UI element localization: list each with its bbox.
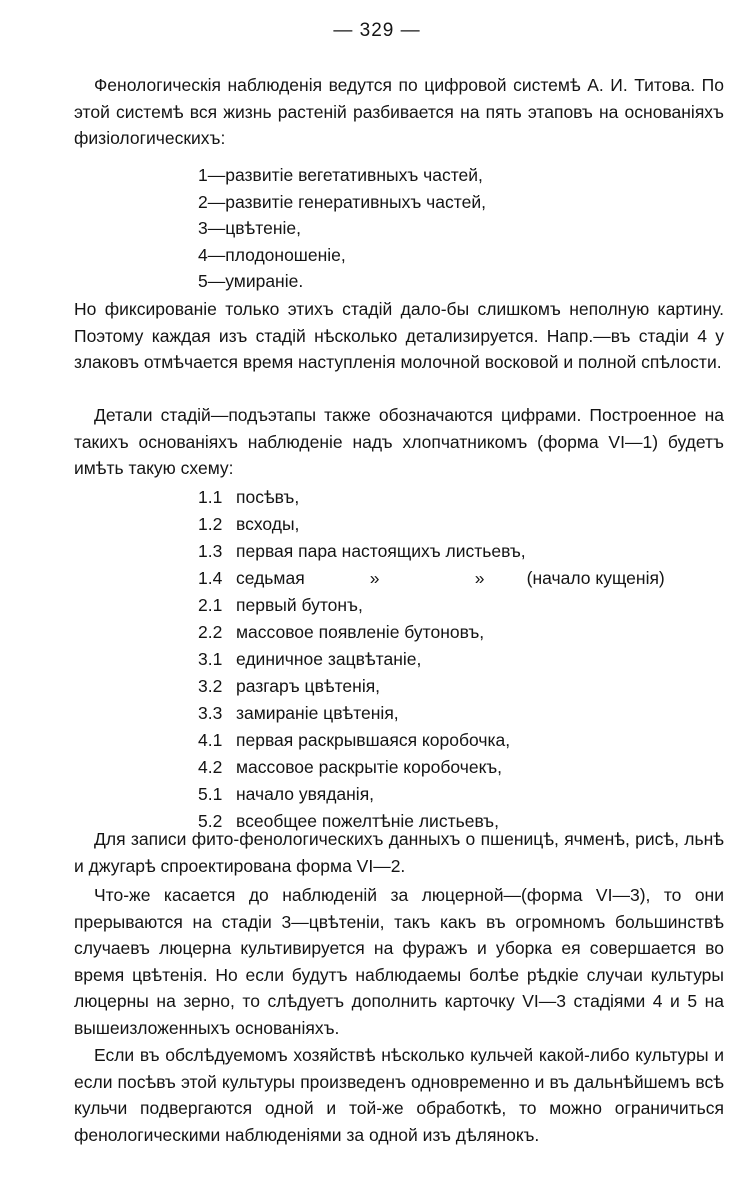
- substage-text: массовое появленіе бутоновъ,: [236, 622, 485, 642]
- substage-item: [198, 511, 665, 538]
- substage-number: 1.3: [198, 541, 223, 561]
- substage-text: всеобщее пожелтѣніе листьевъ,: [236, 811, 499, 831]
- stage-item: 5—умираніе.: [198, 271, 304, 291]
- substage-list: [198, 484, 665, 835]
- substage-text: замираніе цвѣтенія,: [236, 703, 399, 723]
- substage-item: [198, 484, 665, 511]
- substage-number: 4.2: [198, 757, 223, 777]
- substage-text: первый бутонъ,: [236, 595, 363, 615]
- substage-text: посѣвъ,: [236, 487, 300, 507]
- substage-number: 3.2: [198, 676, 223, 696]
- stage-item: 2—развитіе генеративныхъ частей,: [198, 191, 486, 212]
- page-number: — 329 —: [333, 20, 421, 41]
- substage-item: [198, 538, 665, 565]
- paragraph-forms: Для записи фито-фенологическихъ данныхъ о пшеницѣ, ячменѣ, рисѣ, льнѣ и джугарѣ спроектирована форма VI—2.: [74, 829, 724, 876]
- substage-item: [198, 592, 665, 619]
- substage-number: 1.4: [198, 568, 223, 588]
- substage-item: [198, 646, 665, 673]
- substage-number: 4.1: [198, 730, 223, 750]
- substage-text: единичное зацвѣтаніе,: [236, 649, 422, 669]
- stage-item: 3—цвѣтеніе,: [198, 218, 301, 238]
- substage-number: 3.1: [198, 649, 223, 669]
- substage-number: 5.2: [198, 811, 223, 831]
- substage-item: [198, 700, 665, 727]
- substage-number: 3.3: [198, 703, 223, 723]
- substage-text: массовое раскрытіе коробочекъ,: [236, 757, 503, 777]
- stage-item: 1—развитіе вегетативныхъ частей,: [198, 165, 483, 185]
- ditto-mark: »: [369, 568, 380, 588]
- substage-note: (начало кущенія): [526, 568, 665, 588]
- paragraph-detail: Но фиксированіе только этихъ стадій дало-бы слишкомъ неполную картину. Поэтому каждая изъ стадій нѣсколько детализируется. Напр.—въ стадіи 4 у злаковъ отмѣчается время наступленія молочной восковой и полной спѣлости.: [74, 299, 724, 372]
- substage-item: [198, 781, 665, 808]
- paragraph-kulchi: Если въ обслѣдуемомъ хозяйствѣ нѣсколько кульчей какой-либо культуры и если посѣвъ этой культуры произведенъ одновременно и въ дальнѣйшемъ всѣ кульчи подвергаются одной и той-же обработкѣ, то можно ограничиться фенологическими наблюденіями за одной изъ дѣлянокъ.: [74, 1045, 724, 1145]
- substage-text: всходы,: [236, 514, 300, 534]
- substage-text: первая раскрывшаяся коробочка,: [236, 730, 511, 750]
- substage-number: 1.2: [198, 514, 223, 534]
- substage-text: начало увяданія,: [236, 784, 375, 804]
- substage-item: [198, 673, 665, 700]
- substage-item: [198, 565, 665, 592]
- paragraph-lucerne: Что-же касается до наблюденій за люцерной—(форма VI—3), то они прерываются на стадіи 3—цвѣтеніи, такъ какъ въ огромномъ большинствѣ случаевъ люцерна культивируется на фуражъ и уборка ея совершается во время цвѣтенія. Но если будутъ наблюдаемы болѣе рѣдкіе случаи культуры люцерны на зерно, то слѣдуетъ дополнить карточку VI—3 стадіями 4 и 5 на вышеизложенныхъ основаніяхъ.: [74, 885, 724, 1038]
- substage-item: [198, 619, 665, 646]
- paragraph-substages: Детали стадій—подъэтапы также обозначаются цифрами. Построенное на такихъ основаніяхъ наблюденіе надъ хлопчатникомъ (форма VI—1) будетъ имѣть такую схему:: [74, 405, 724, 478]
- substage-text: разгаръ цвѣтенія,: [236, 676, 381, 696]
- substage-text: седьмая: [236, 568, 305, 588]
- substage-number: 1.1: [198, 487, 223, 507]
- substage-item: [198, 727, 665, 754]
- stage-item: 4—плодоношеніе,: [198, 244, 346, 265]
- substage-item: [198, 754, 665, 781]
- stage-list: [198, 162, 486, 295]
- ditto-mark: »: [474, 568, 485, 588]
- paragraph-intro: Фенологическія наблюденія ведутся по цифровой системѣ А. И. Титова. По этой системѣ вся жизнь растеній разбивается на пять этаповъ на основаніяхъ физіологическихъ:: [74, 75, 724, 148]
- substage-number: 2.1: [198, 595, 223, 615]
- substage-number: 5.1: [198, 784, 223, 804]
- substage-text: первая пара настоящихъ листьевъ,: [236, 541, 526, 561]
- substage-number: 2.2: [198, 622, 223, 642]
